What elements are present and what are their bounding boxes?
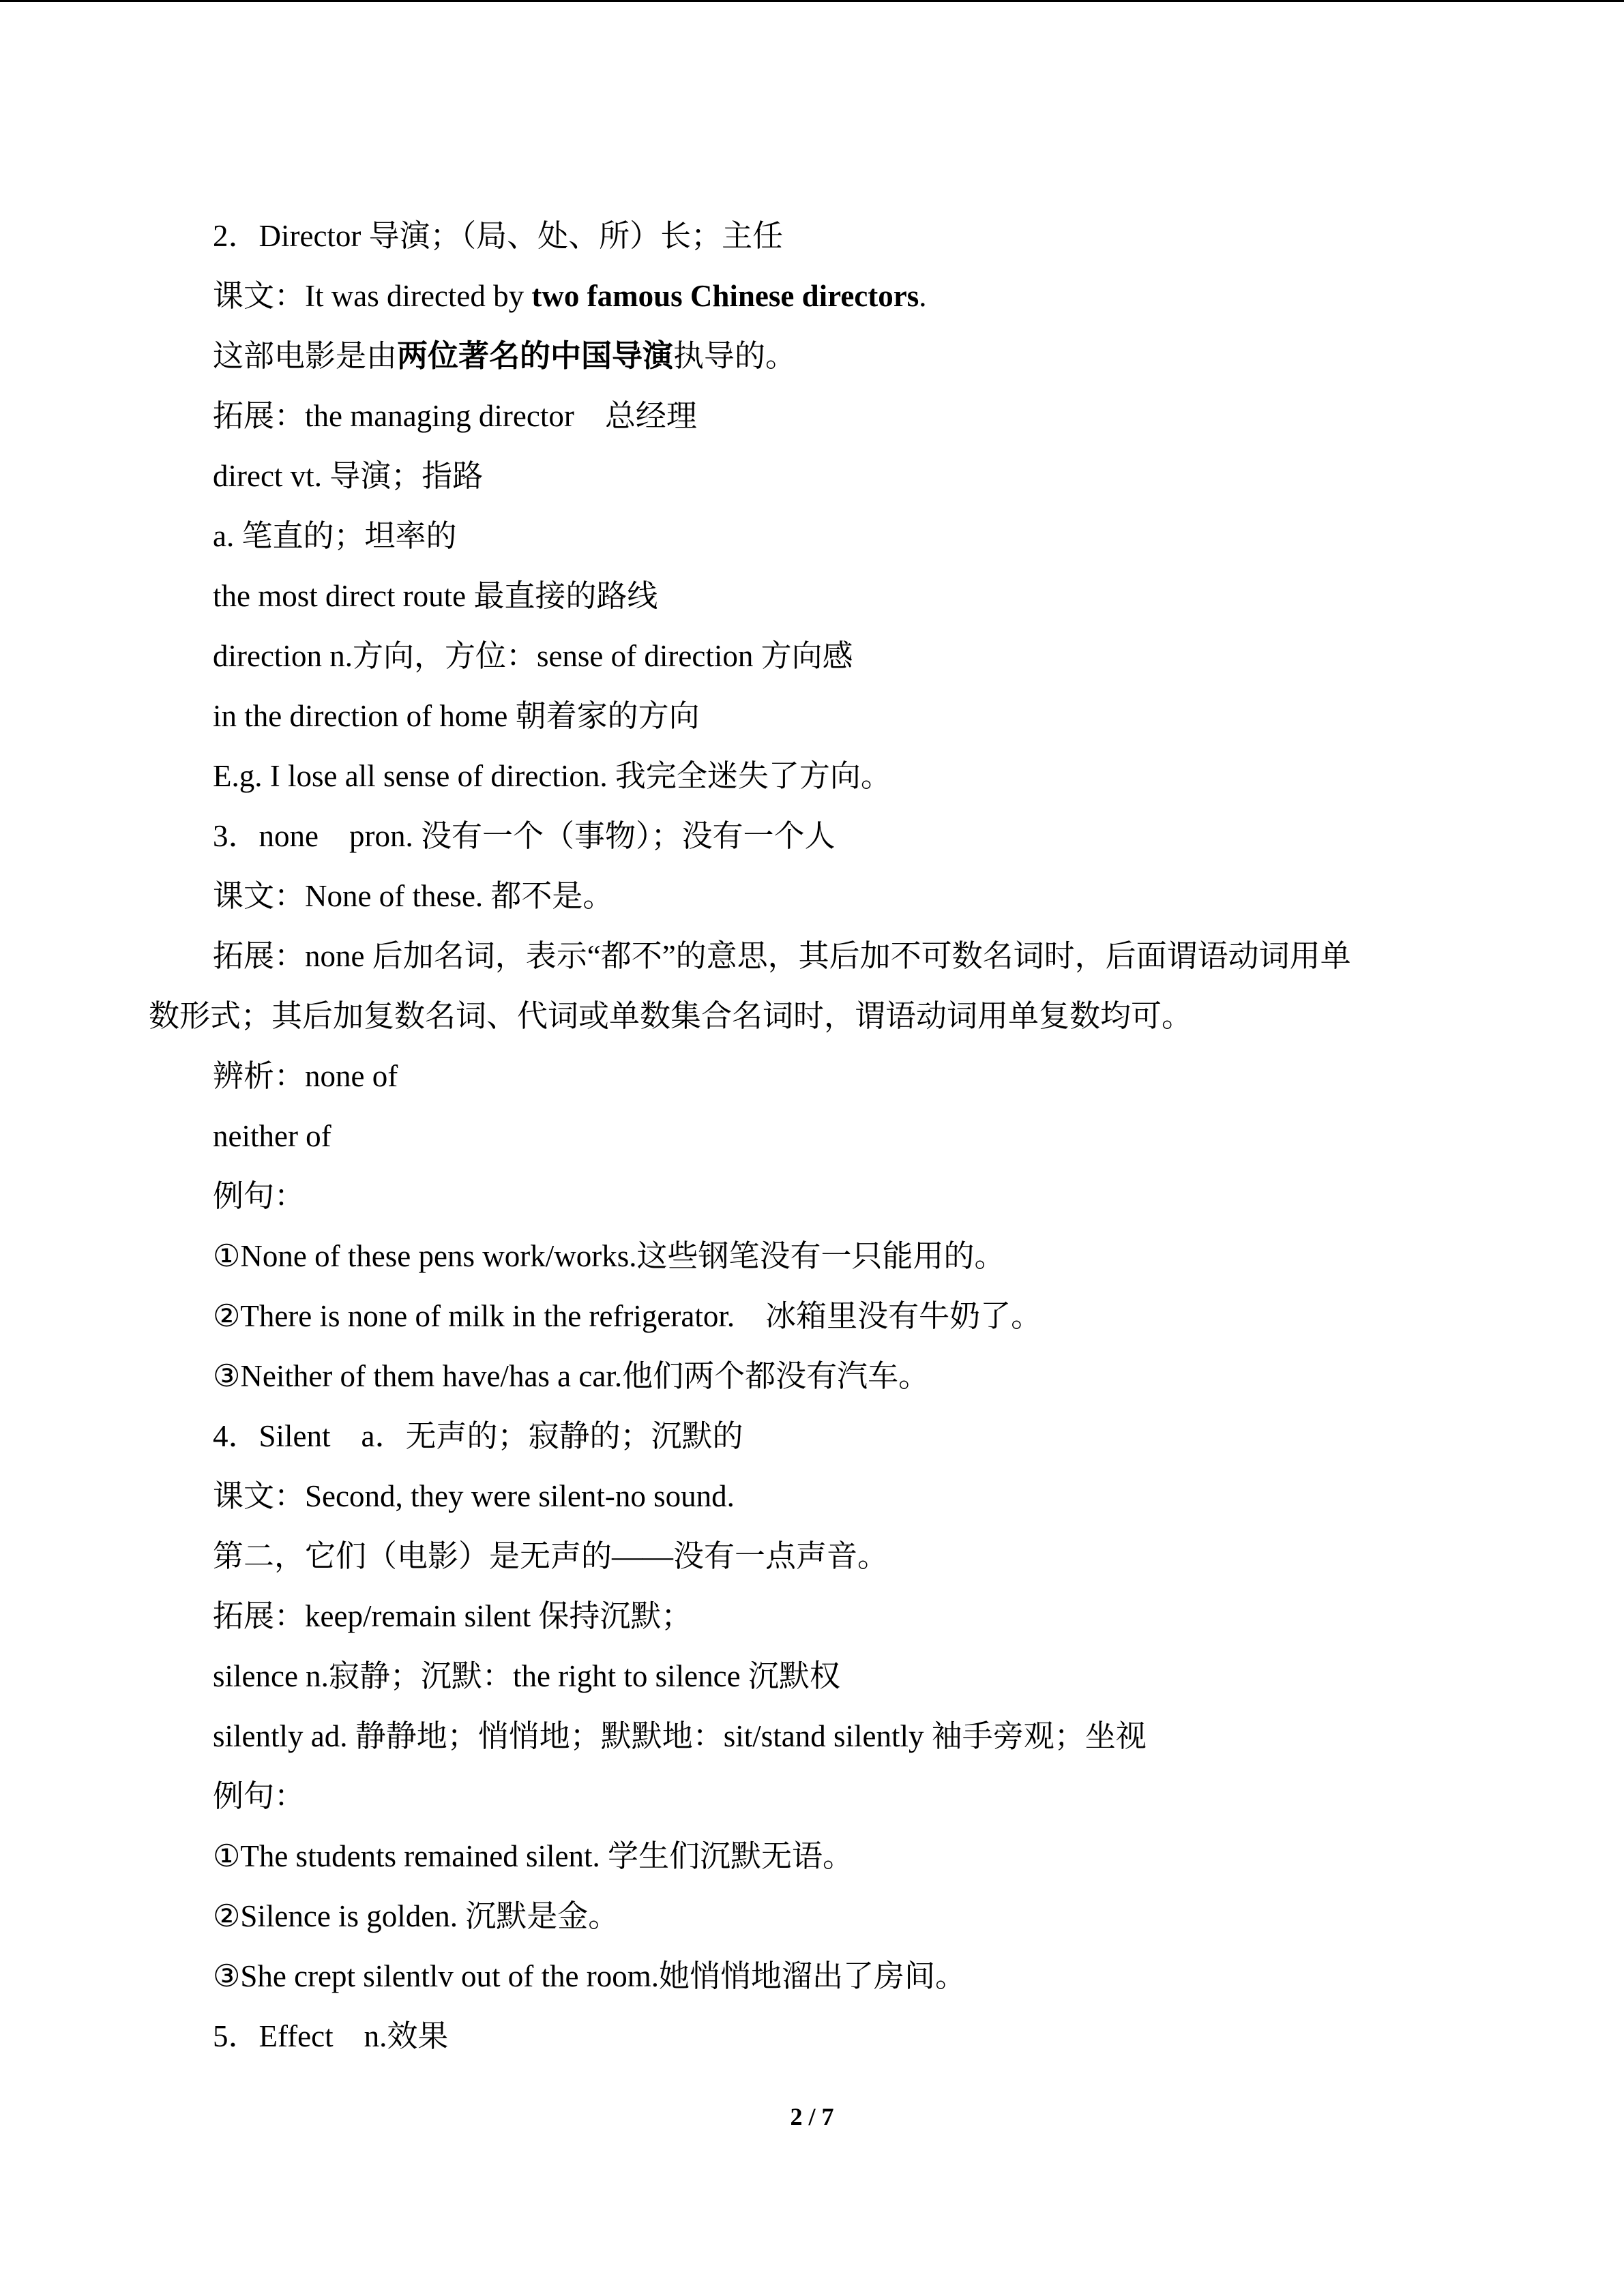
text-segment: ③Neither of them have/has a car.他们两个都没有汽车。 [213, 1359, 930, 1393]
text-line [213, 336, 796, 376]
text-segment: in the direction of home 朝着家的方向 [213, 699, 700, 733]
text-line [213, 696, 700, 736]
text-segment: 拓展：keep/remain silent 保持沉默； [213, 1599, 692, 1633]
text-line [213, 1176, 305, 1217]
example-sentence [213, 1896, 619, 1937]
page-number: 2 / 7 [790, 2103, 834, 2130]
text-segment: a. 笔直的；坦率的 [213, 519, 457, 553]
text-line [213, 1596, 692, 1637]
heading-effect [213, 2016, 448, 2057]
text-line [213, 1536, 888, 1577]
example-sentence [213, 1236, 1005, 1277]
example-sentence [213, 1296, 1042, 1337]
text-segment: ①None of these pens work/works.这些钢笔没有一只能用的。 [213, 1239, 1005, 1273]
text-segment: the most direct route 最直接的路线 [213, 579, 658, 613]
text-line [213, 275, 927, 316]
text-line [213, 756, 891, 796]
text-segment: ③She crept silentlv out of the room.她悄悄地溜出了房间。 [213, 1959, 966, 1993]
text-line [213, 456, 483, 496]
text-segment: 5．Effect n.效果 [213, 2019, 449, 2053]
text-segment: 执导的。 [673, 339, 797, 373]
text-line-continuation [149, 996, 1192, 1037]
text-segment: 2．Director 导演；（局、处、所）长；主任 [213, 219, 784, 253]
text-segment: ②Silence is golden. 沉默是金。 [213, 1899, 619, 1933]
text-line [213, 636, 853, 676]
text-line [213, 576, 658, 616]
text-segment: 课文：Second, they were silent-no sound. [213, 1479, 735, 1513]
text-line [213, 936, 1351, 976]
text-line [213, 396, 697, 436]
text-line [213, 1656, 840, 1697]
text-segment: E.g. I lose all sense of direction. 我完全迷失了方向。 [213, 759, 891, 793]
text-segment: 课文：None of these. 都不是。 [213, 879, 614, 913]
heading-none [213, 816, 835, 856]
text-line [213, 1056, 398, 1097]
text-line [213, 1116, 331, 1157]
text-segment: direction n.方向，方位：sense of direction 方向感 [213, 639, 853, 673]
text-segment: 第二，它们（电影）是无声的——没有一点声音。 [213, 1539, 889, 1573]
text-segment: 课文：It was directed by [213, 279, 532, 313]
text-line [213, 1716, 1147, 1757]
text-line [213, 1476, 735, 1517]
text-segment: 数形式；其后加复数名词、代词或单数集合名词时，谓语动词用单复数均可。 [149, 999, 1193, 1033]
heading-director [213, 215, 783, 256]
heading-silent [213, 1416, 743, 1457]
text-segment: 这部电影是由 [213, 339, 398, 373]
text-segment: 3．none pron. 没有一个（事物）；没有一个人 [213, 819, 836, 853]
text-line [213, 876, 613, 916]
text-segment: direct vt. 导演；指路 [213, 459, 484, 493]
text-segment: . [919, 279, 927, 313]
text-segment: 4．Silent a．无声的；寂静的；沉默的 [213, 1419, 743, 1453]
example-sentence [213, 1836, 853, 1877]
text-line [213, 1776, 305, 1817]
text-segment: ②There is none of milk in the refrigerator. 冰箱里没有牛奶了。 [213, 1299, 1042, 1333]
text-line [213, 516, 456, 556]
text-segment: 辨析：none of [213, 1059, 398, 1093]
example-sentence [213, 1956, 966, 1997]
example-sentence [213, 1356, 929, 1397]
bold-phrase: two famous Chinese directors [531, 279, 919, 313]
text-segment: 拓展：the managing director 总经理 [213, 399, 697, 433]
text-segment: ①The students remained silent. 学生们沉默无语。 [213, 1839, 853, 1873]
text-segment: 拓展：none 后加名词，表示“都不”的意思，其后加不可数名词时，后面谓语动词用单 [213, 939, 1351, 973]
text-segment: 例句： [213, 1179, 306, 1213]
bold-phrase: 两位著名的中国导演 [397, 338, 674, 374]
text-segment: silently ad. 静静地；悄悄地；默默地：sit/stand silently 袖手旁观；坐视 [213, 1719, 1147, 1753]
text-segment: silence n.寂静；沉默：the right to silence 沉默权 [213, 1659, 840, 1693]
text-segment: neither of [213, 1119, 331, 1153]
text-segment: 例句： [213, 1779, 306, 1813]
